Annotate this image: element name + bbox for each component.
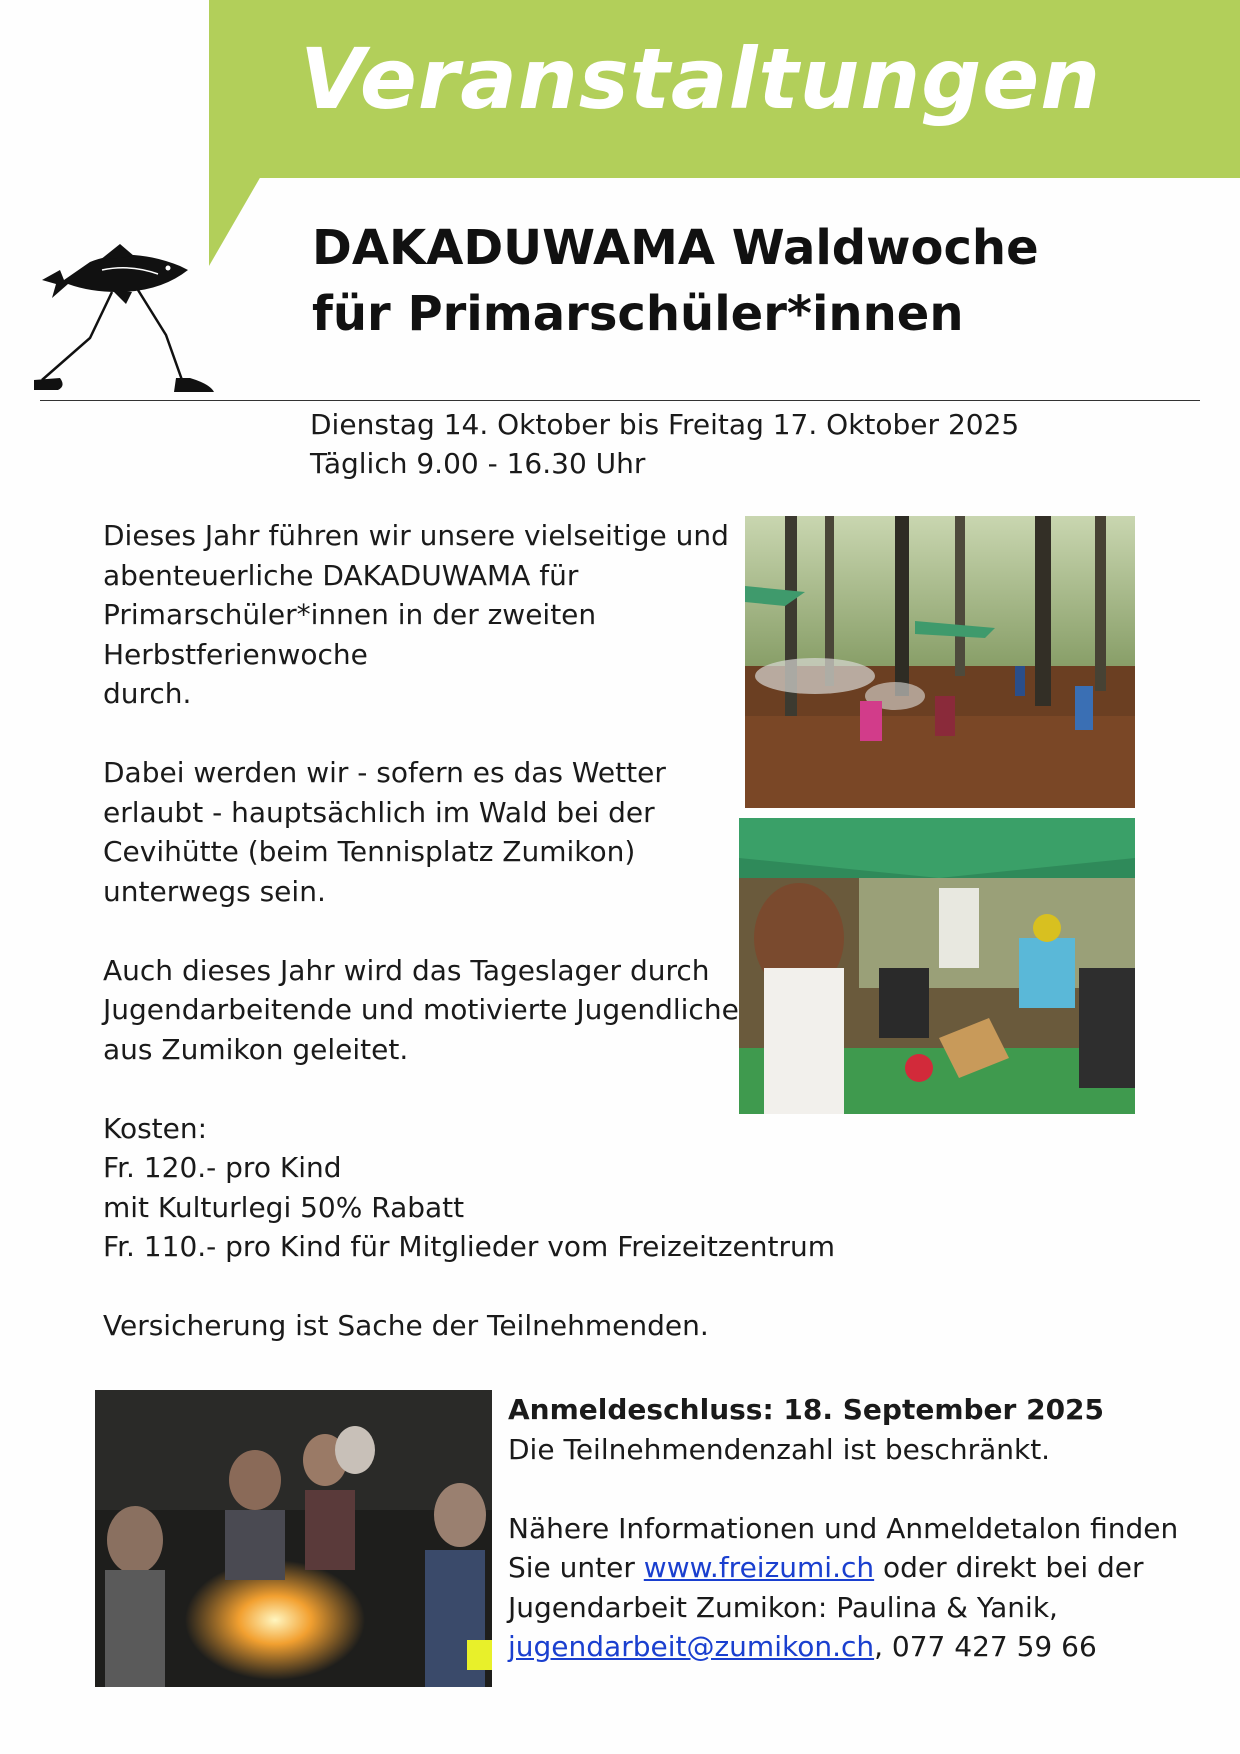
cost-line: Fr. 110.- pro Kind für Mitglieder vom Freizeitzentrum xyxy=(103,1230,836,1263)
intro-paragraph xyxy=(103,516,729,714)
email-line xyxy=(508,1627,1208,1667)
text-line: erlaubt - hauptsächlich im Wald bei der xyxy=(103,795,655,829)
text-line: Dieses Jahr führen wir unsere vielseitige und xyxy=(103,519,729,552)
event-dates xyxy=(310,405,1019,483)
event-title-line2: für Primarschüler*innen xyxy=(312,286,964,342)
cost-line: Fr. 120.- pro Kind xyxy=(103,1151,342,1184)
event-title-line1: DAKADUWAMA Waldwoche xyxy=(312,220,1039,276)
text-line: Cevihütte (beim Tennisplatz Zumikon) xyxy=(103,835,636,868)
text-line: Jugendarbeitende und motivierte Jugendliche xyxy=(103,993,739,1026)
text-line: durch. xyxy=(103,677,192,710)
participant-limit: Die Teilnehmendenzahl ist beschränkt. xyxy=(508,1432,1051,1466)
leaders-paragraph xyxy=(103,951,739,1070)
costs-heading: Kosten: xyxy=(103,1111,208,1145)
banner-speech-tail xyxy=(209,176,261,266)
text-line: Primarschüler*innen in der zweiten xyxy=(103,598,597,631)
info-prefix: Sie unter xyxy=(508,1551,644,1584)
spacer xyxy=(508,1469,1208,1509)
insurance-paragraph xyxy=(103,1306,723,1346)
text-line: Herbstferienwoche xyxy=(103,637,368,671)
location-paragraph xyxy=(103,753,723,911)
text-line: Dabei werden wir - sofern es das Wetter xyxy=(103,756,666,789)
walking-fish-logo xyxy=(30,240,215,398)
text-line: unterwegs sein. xyxy=(103,874,326,908)
date-range: Dienstag 14. Oktober bis Freitag 17. Oktober 2025 xyxy=(310,408,1020,441)
crafting-photo xyxy=(739,818,1135,1114)
text-line: Auch dieses Jahr wird das Tageslager durch xyxy=(103,953,710,987)
signup-info xyxy=(508,1390,1208,1667)
divider xyxy=(40,400,1200,401)
event-title xyxy=(312,215,1039,347)
banner-title: Veranstaltungen xyxy=(300,30,1102,128)
insurance-note: Versicherung ist Sache der Teilnehmenden. xyxy=(103,1309,709,1342)
body-text xyxy=(103,516,836,1385)
website-link[interactable]: www.freizumi.ch xyxy=(643,1551,875,1584)
email-link[interactable]: jugendarbeit@zumikon.ch xyxy=(508,1630,875,1663)
phone-number: , 077 427 59 66 xyxy=(874,1630,1097,1663)
signup-deadline: Anmeldeschluss: 18. September 2025 xyxy=(508,1393,1105,1426)
cost-line: mit Kulturlegi 50% Rabatt xyxy=(103,1190,465,1224)
info-suffix: oder direkt bei der xyxy=(874,1551,1144,1584)
costs-paragraph xyxy=(103,1109,836,1267)
text-line: abenteuerliche DAKADUWAMA für xyxy=(103,558,579,592)
contact-line: Jugendarbeit Zumikon: Paulina & Yanik, xyxy=(508,1590,1058,1624)
website-line xyxy=(508,1548,1208,1588)
info-line: Nähere Informationen und Anmeldetalon finden xyxy=(508,1511,1179,1545)
text-line: aus Zumikon geleitet. xyxy=(103,1032,409,1066)
daily-hours: Täglich 9.00 - 16.30 Uhr xyxy=(310,447,646,480)
forest-camp-photo xyxy=(745,516,1135,808)
campfire-photo xyxy=(95,1390,492,1687)
